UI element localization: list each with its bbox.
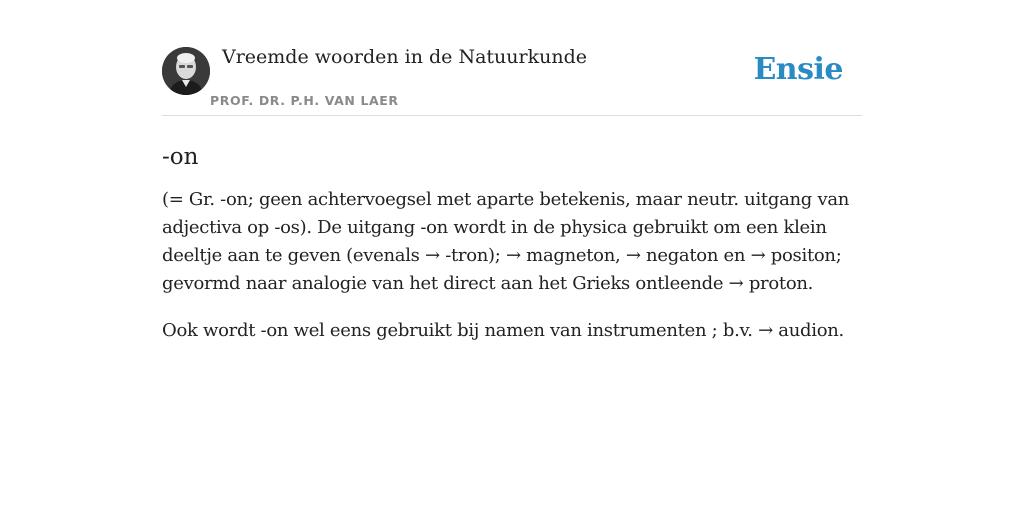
entry-paragraph: (= Gr. -on; geen achtervoegsel met aparte betekenis, maar neutr. uitgang van adjectiva op -os). De uitgang -on wordt in de physica gebruikt om een klein deeltje aan te geven (evenals → -tron); → magneton, → negaton en → positon; gevormd naar analogie van het direct aan het Grieks ontleende → proton.	[162, 189, 850, 294]
book-title[interactable]: Vreemde woorden in de Natuurkunde	[222, 46, 587, 68]
brand-logo[interactable]: Ensie	[753, 52, 843, 87]
page	[162, 0, 862, 345]
book-header	[162, 0, 862, 116]
entry-title: -on	[162, 144, 199, 170]
author-avatar[interactable]	[162, 47, 210, 95]
entry-paragraph: Ook wordt -on wel eens gebruikt bij namen van instrumenten ; b.v. → audion.	[162, 320, 844, 341]
author-portrait-icon	[162, 47, 210, 95]
author-name[interactable]: PROF. DR. P.H. VAN LAER	[210, 93, 399, 108]
